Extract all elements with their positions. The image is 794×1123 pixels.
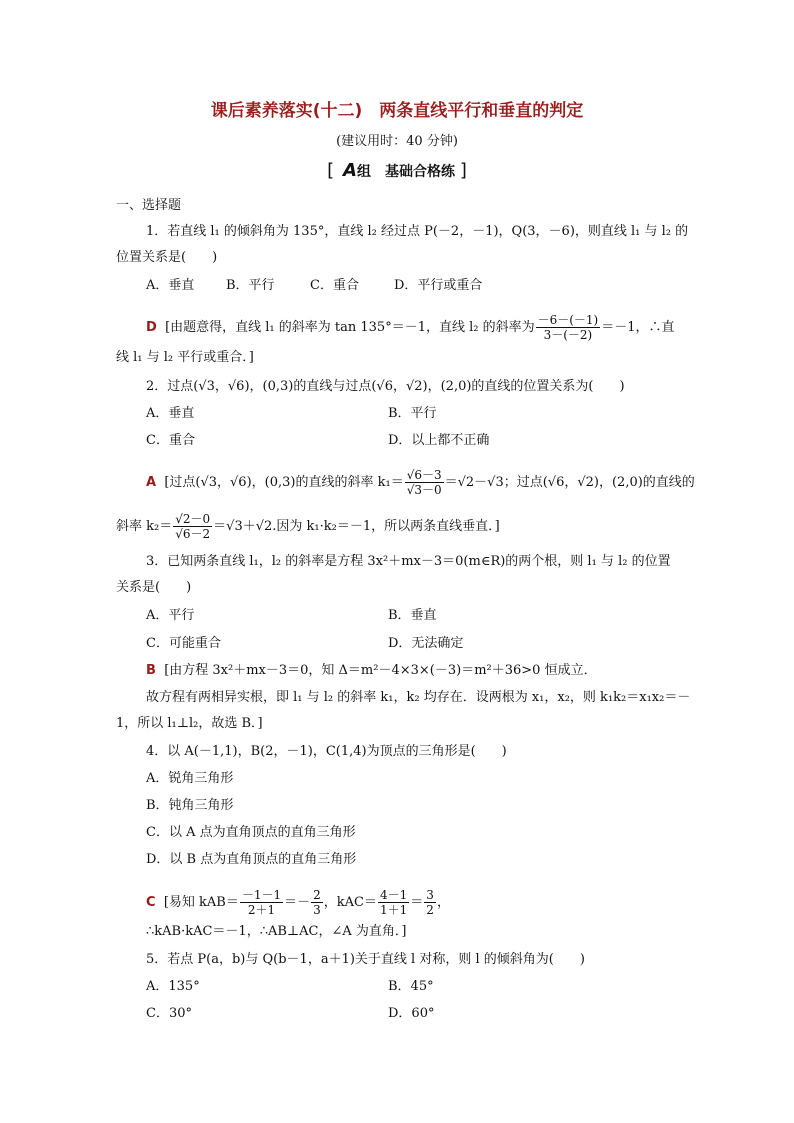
q2-option-d: D．以上都不正确 bbox=[388, 433, 490, 448]
q1-answer: D bbox=[146, 320, 157, 335]
suggested-time: (建议用时：40 分钟) bbox=[336, 134, 458, 149]
q3-answer: B bbox=[146, 663, 156, 678]
group-heading bbox=[0, 160, 794, 181]
q4-answer: C bbox=[146, 895, 156, 910]
q2-option-a: A．垂直 bbox=[146, 406, 195, 421]
q4-fraction-4: $\frac{3}{2}$ bbox=[426, 888, 434, 917]
q2-option-c: C．重合 bbox=[146, 433, 195, 448]
q3-option-c: C．可能重合 bbox=[146, 636, 221, 651]
q5-option-a: A．135° bbox=[146, 979, 200, 994]
q1-fraction: $\frac{-6-(-1)}{3-(-2)}$ bbox=[537, 313, 599, 342]
q5-option-b: B．45° bbox=[388, 979, 434, 994]
group-bracket-right: ] bbox=[459, 160, 467, 181]
q3-option-a: A．平行 bbox=[146, 608, 195, 623]
q2-fraction-k1: $\frac{√6-3}{√3-0}$ bbox=[406, 468, 442, 497]
q1-option-c: C．重合 bbox=[310, 278, 359, 293]
q2-answer: A bbox=[146, 475, 157, 490]
q5-option-c: C．30° bbox=[146, 1006, 192, 1021]
q1-option-a: A．垂直 bbox=[146, 278, 195, 293]
q4-fraction-1: $\frac{-1-1}{2+1}$ bbox=[241, 888, 282, 917]
q3-option-d: D．无法确定 bbox=[388, 636, 464, 651]
q5-option-d: D．60° bbox=[388, 1006, 435, 1021]
q1-option-b: B．平行 bbox=[226, 278, 275, 293]
q4-fraction-2: $\frac{2}{3}$ bbox=[313, 888, 321, 917]
q2-fraction-k2: $\frac{√2-0}{√6-2}$ bbox=[175, 512, 211, 541]
document-page: 课后素养落实(十二) 两条直线平行和垂直的判定 (建议用时：40 分钟) [ A组 基础合格练 ] 一、选择题 1．若直线 l₁ 的倾斜角为 135°，直线 l₂ 经过点 P(－2，－1)，Q(3，－6)，则直线 l₁ 与 l₂ 的 位置关系是( ) A．垂直 B．平行 C．重合 D．平行或重合 D [由题意得，直线 l₁ 的斜率为 tan 135°＝－1，直线 l₂ 的斜率为 $\frac{-6-(-1)}{3-(-2)}$ ＝－1，∴直 线 l₁ 与 l₂ 平行或重合．] 2．过点(√3，√6)，(0,3)的直线与过点(√6，√2)，(2,0)的直线的位置关系为( ) A．垂直 B．平行 C．重合 D．以上都不正确 A [过点(√3，√6)，(0,3)的直线的斜率 k₁＝ $\frac{√6-3}{√3-0}$ ＝√2－√3；过点(√6，√2)，(2,0)的直线的 斜率 k₂＝ $\frac{√2-0}{√6-2}$ ＝√3＋√2.因为 k₁·k₂＝－1，所以两条直线垂直．] 3．已知两条直线 l₁，l₂ 的斜率是方程 3x²＋mx－3＝0(m∈R)的两个根，则 l₁ 与 l₂ 的位置 关系是( ) A．平行 B．垂直 C．可能重合 D．无法确定 B [由方程 3x²＋mx－3＝0，知 Δ＝m²－4×3×(－3)＝m²＋36>0 恒成立． 故方程有两相异实根，即 l₁ 与 l₂ 的斜率 k₁，k₂ 均存在．设两根为 x₁，x₂，则 k₁k₂＝x₁x₂＝－ 1，所以 l₁⊥l₂，故选 B．] 4．以 A(－1,1)，B(2，－1)，C(1,4)为顶点的三角形是( ) A．锐角三角形 B．钝角三角形 C．以 A 点为直角顶点的直角三角形 D．以 B 点为直角顶点的直角三角形 C [易知 kAB＝ $\frac{-1-1}{2+1}$ ＝－ $\frac{2}{3}$ ，kAC＝ $\frac{4-1}{1+1}$ ＝ $\frac{3}{2}$ ， ∴kAB·kAC＝－1，∴AB⊥AC，∠A 为直角．] 5．若点 P(a，b)与 Q(b－1，a＋1)关于直线 l 对称，则 l 的倾斜角为( ) A．135° B．45° C．30° D．60° bbox=[0, 0, 794, 1123]
page-title: 课后素养落实(十二) 两条直线平行和垂直的判定 bbox=[210, 101, 584, 121]
q3-option-b: B．垂直 bbox=[388, 608, 437, 623]
q4-fraction-3: $\frac{4-1}{1+1}$ bbox=[380, 888, 408, 917]
group-letter: A bbox=[343, 160, 357, 181]
group-bracket-left: [ bbox=[327, 160, 335, 181]
q1-option-d: D．平行或重合 bbox=[394, 278, 483, 293]
group-label: 组 基础合格练 bbox=[356, 164, 455, 180]
q2-option-b: B．平行 bbox=[388, 406, 437, 421]
